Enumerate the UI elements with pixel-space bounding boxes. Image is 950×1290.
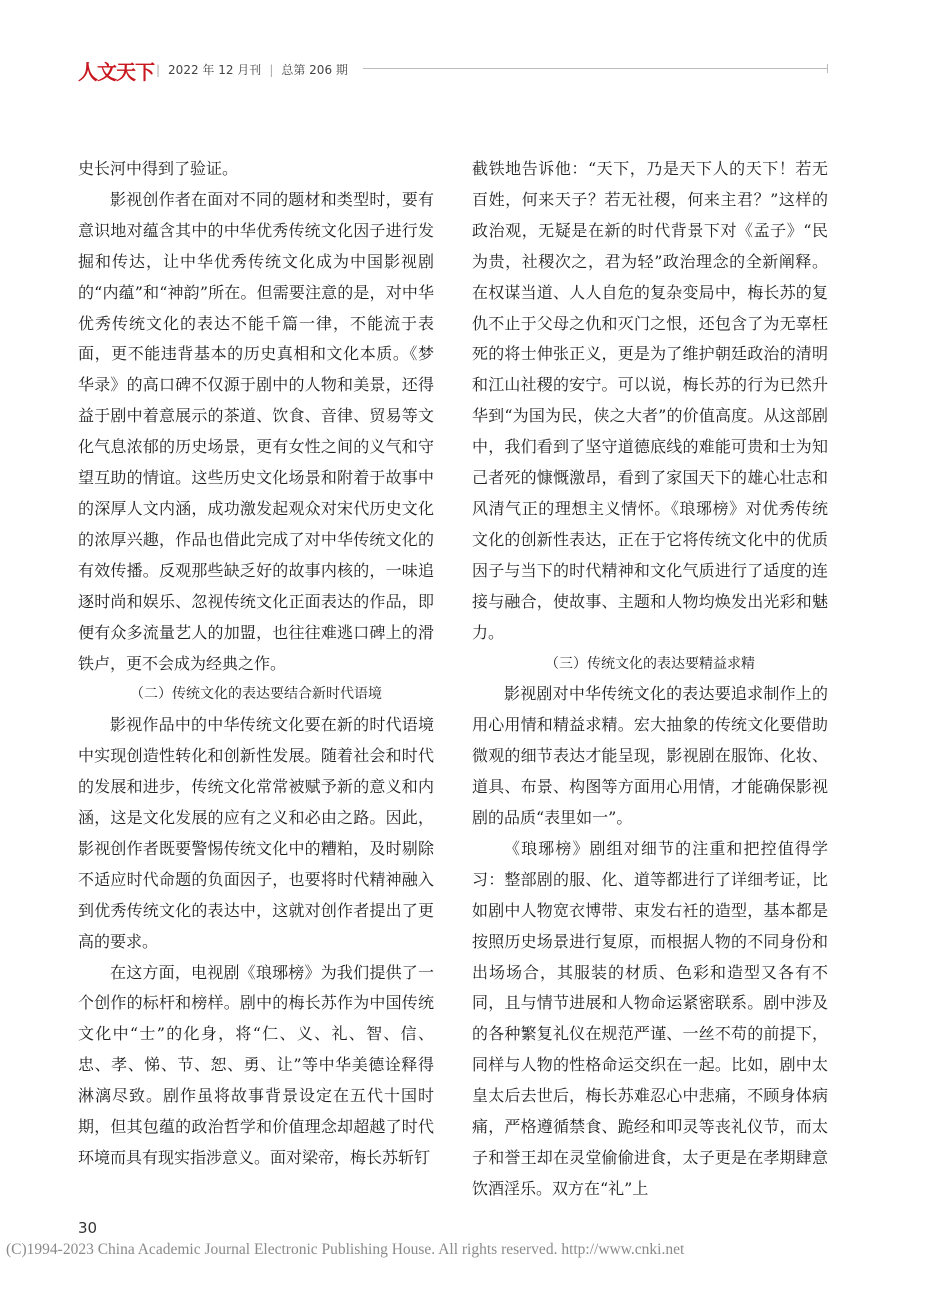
header-divider: | (156, 63, 161, 77)
page-number: 30 (78, 1219, 98, 1237)
paragraph: 影视创作者在面对不同的题材和类型时，要有意识地对蕴含其中的中华优秀传统文化因子进行发掘和传达，让中华优秀传统文化成为中国影视剧的“内蕴”和“神韵”所在。但需要注意的是，对中华优秀传统文化的表达不能千篇一律，不能流于表面，更不能违背基本的历史真相和文化本质。《梦华录》的高口碑不仅源于剧中的人物和美景，还得益于剧中着意展示的茶道、饮食、音律、贸易等文化气息浓郁的历史场景，更有女性之间的义气和守望互助的情谊。这些历史文化场景和附着于故事中的深厚人文内涵，成功激发起观众对宋代历史文化的浓厚兴趣，作品也借此完成了对中华传统文化的有效传播。反观那些缺乏好的故事内核的，一味追逐时尚和娱乐、忽视传统文化正面表达的作品，即便有众多流量艺人的加盟，也往往难逃口碑上的滑铁卢，更不会成为经典之作。 (78, 189, 434, 673)
header-divider: | (269, 63, 274, 77)
issue-number: 总第 206 期 (281, 63, 348, 77)
left-column (78, 154, 434, 1174)
header-rule-tick (827, 64, 828, 73)
paragraph: 影视剧对中华传统文化的表达要追求制作上的用心用情和精益求精。宏大抽象的传统文化要借助微观的细节表达才能呈现，影视剧在服饰、化妆、道具、布景、构图等方面用心用情，才能确保影视剧的品质“表里如一”。 (472, 684, 828, 828)
page-header (78, 56, 828, 84)
section-subheading: （三）传统文化的表达要精益求精 (545, 655, 755, 672)
section-subheading: （二）传统文化的表达要结合新时代语境 (130, 686, 382, 703)
issue-info (148, 61, 348, 78)
journal-logo: 人文天下 (78, 60, 154, 84)
issue-date: 2022 年 12 月刊 (168, 63, 262, 77)
paragraph: 史长河中得到了验证。 (78, 159, 239, 178)
right-column (472, 154, 828, 1205)
paragraph: 《琅琊榜》剧组对细节的注重和把控值得学习：整部剧的服、化、道等都进行了详细考证，比如剧中人物宽衣博带、束发右衽的造型，基本都是按照历史场景进行复原，而根据人物的不同身份和出场场合，其服装的材质、色彩和造型又各有不同，且与情节进展和人物命运紧密联系。剧中涉及的各种繁复礼仪在规范严谨、一丝不苟的前提下，同样与人物的性格命运交织在一起。比如，剧中太皇太后去世后，梅长苏难忍心中悲痛，不顾身体病痛，严格遵循禁食、跪经和叩灵等丧礼仪节，而太子和誉王却在灵堂偷偷进食，太子更是在孝期肆意饮酒淫乐。双方在“礼”上 (472, 838, 828, 1198)
paragraph: 截铁地告诉他：“天下，乃是天下人的天下！若无百姓，何来天子？若无社稷，何来主君？”这样的政治观，无疑是在新的时代背景下对《孟子》“民为贵，社稷次之，君为轻”政治理念的全新阐释。在权谋当道、人人自危的复杂变局中，梅长苏的复仇不止于父母之仇和灭门之恨，还包含了为无辜枉死的将士伸张正义，更是为了维护朝廷政治的清明和江山社稷的安宁。可以说，梅长苏的行为已然升华到“为国为民，侠之大者”的价值高度。从这部剧中，我们看到了坚守道德底线的难能可贵和士为知己者死的慷慨激昂，看到了家国天下的雄心壮志和风清气正的理想主义情怀。《琅琊榜》对优秀传统文化的创新性表达，正在于它将传统文化中的优质因子与当下的时代精神和文化气质进行了适度的连接与融合，使故事、主题和人物均焕发出光彩和魅力。 (472, 159, 828, 642)
header-rule (363, 68, 828, 69)
copyright-notice: (C)1994-2023 China Academic Journal Electronic Publishing House. All rights reserved. http://www.cnki.net (6, 1241, 685, 1258)
paragraph: 在这方面，电视剧《琅琊榜》为我们提供了一个创作的标杆和榜样。剧中的梅长苏作为中国传统文化中“士”的化身，将“仁、义、礼、智、信、忠、孝、悌、节、恕、勇、让”等中华美德诠释得淋漓尽致。剧作虽将故事背景设定在五代十国时期，但其包蕴的政治哲学和价值理念却超越了时代环境而具有现实指涉意义。面对梁帝，梅长苏斩钉 (78, 962, 434, 1167)
paragraph: 影视作品中的中华传统文化要在新的时代语境中实现创造性转化和创新性发展。随着社会和时代的发展和进步，传统文化常常被赋予新的意义和内涵，这是文化发展的应有之义和必由之路。因此，影视创作者既要警惕传统文化中的糟粕，及时剔除不适应时代命题的负面因子，也要将时代精神融入到优秀传统文化的表达中，这就对创作者提出了更高的要求。 (78, 715, 434, 951)
